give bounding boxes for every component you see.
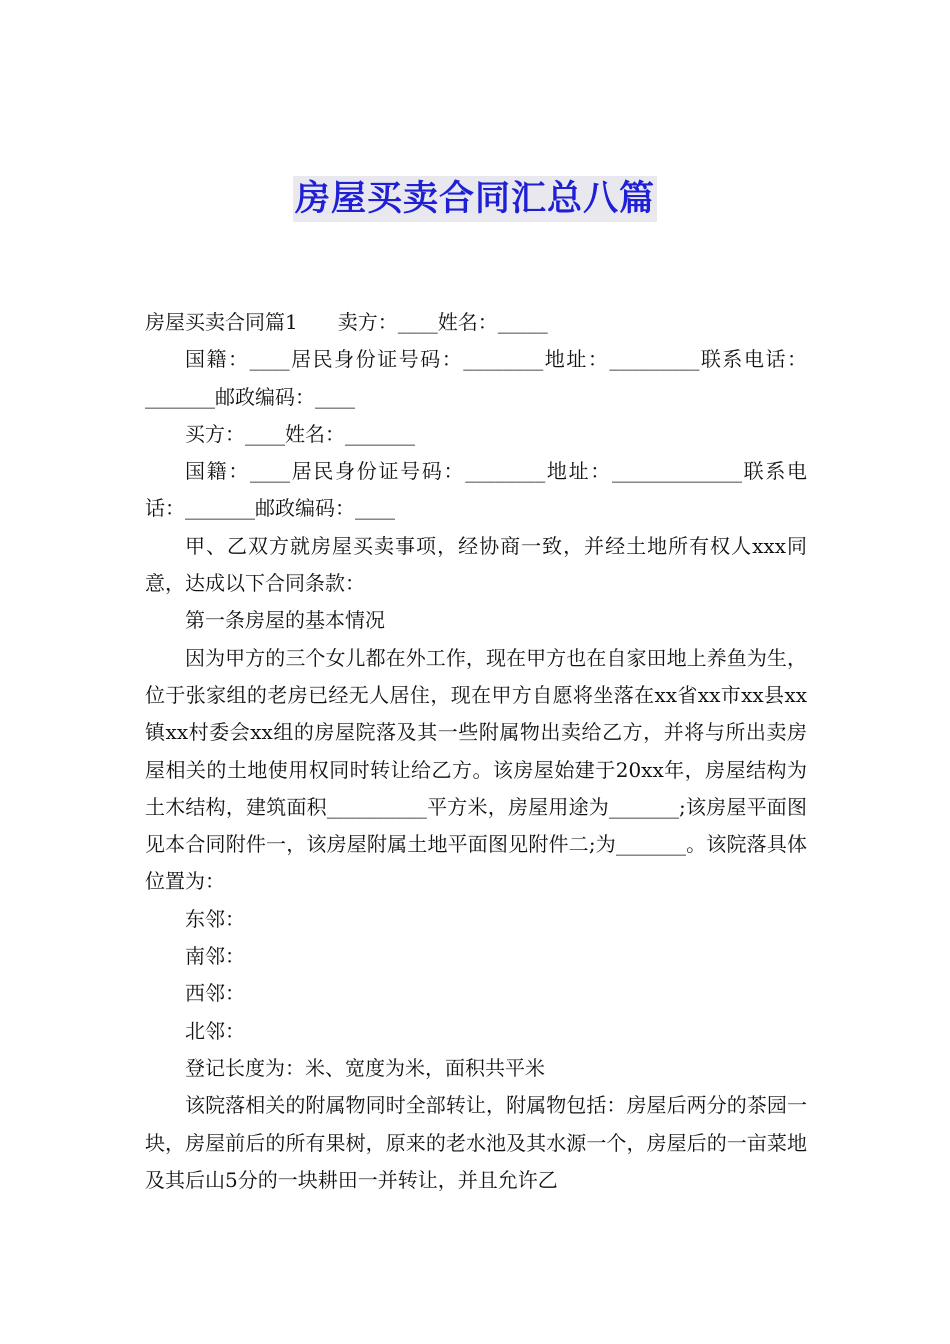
paragraph-agreement-intro: 甲、乙双方就房屋买卖事项，经协商一致，并经土地所有权人xxx同意，达成以下合同条款： bbox=[145, 533, 807, 596]
paragraph-contract-heading-seller: 房屋买卖合同篇1 卖方：____姓名：_____ bbox=[145, 310, 548, 334]
paragraph-article-one-heading: 第一条房屋的基本情况 bbox=[185, 608, 385, 633]
paragraph-buyer-details: 国籍：____居民身份证号码：________地址：_____________联系电话：_______邮政编码：____ bbox=[145, 459, 807, 521]
paragraph-south-neighbor: 南邻： bbox=[185, 944, 245, 969]
paragraph-house-description: 因为甲方的三个女儿都在外工作，现在甲方也在自家田地上养鱼为生，位于张家组的老房已经无人居住，现在甲方自愿将坐落在xx省xx市xx县xx镇xx村委会xx组的房屋院落及其一些附属物出卖给乙方，并将与所出卖房屋相关的土地使用权同时转让给乙方。该房屋始建于20xx年，房屋结构为土木结构，建筑面积__________平方米，房屋用途为_______;该房屋平面图见本合同附件一，该房屋附属土地平面图见附件二;为_______。该院落具体位置为： bbox=[145, 645, 807, 894]
paragraph-attachments-transfer: 该院落相关的附属物同时全部转让，附属物包括：房屋后两分的茶园一块，房屋前后的所有果树，原来的老水池及其水源一个，房屋后的一亩菜地及其后山5分的一块耕田一并转让，并且允许乙 bbox=[145, 1093, 807, 1192]
paragraph-east-neighbor: 东邻： bbox=[185, 906, 245, 931]
paragraph-north-neighbor: 北邻： bbox=[185, 1018, 245, 1043]
paragraph-buyer: 买方：____姓名：_______ bbox=[185, 421, 415, 446]
title-container bbox=[0, 176, 950, 222]
paragraph-west-neighbor: 西邻： bbox=[185, 981, 245, 1006]
paragraph-registered-dimensions: 登记长度为：米、宽度为米，面积共平米 bbox=[185, 1055, 545, 1080]
paragraph-seller-details: 国籍：____居民身份证号码：________地址：_________联系电话：_______邮政编码：____ bbox=[145, 347, 807, 409]
document-title: 房屋买卖合同汇总八篇 bbox=[293, 176, 657, 222]
document-body bbox=[145, 304, 807, 1199]
